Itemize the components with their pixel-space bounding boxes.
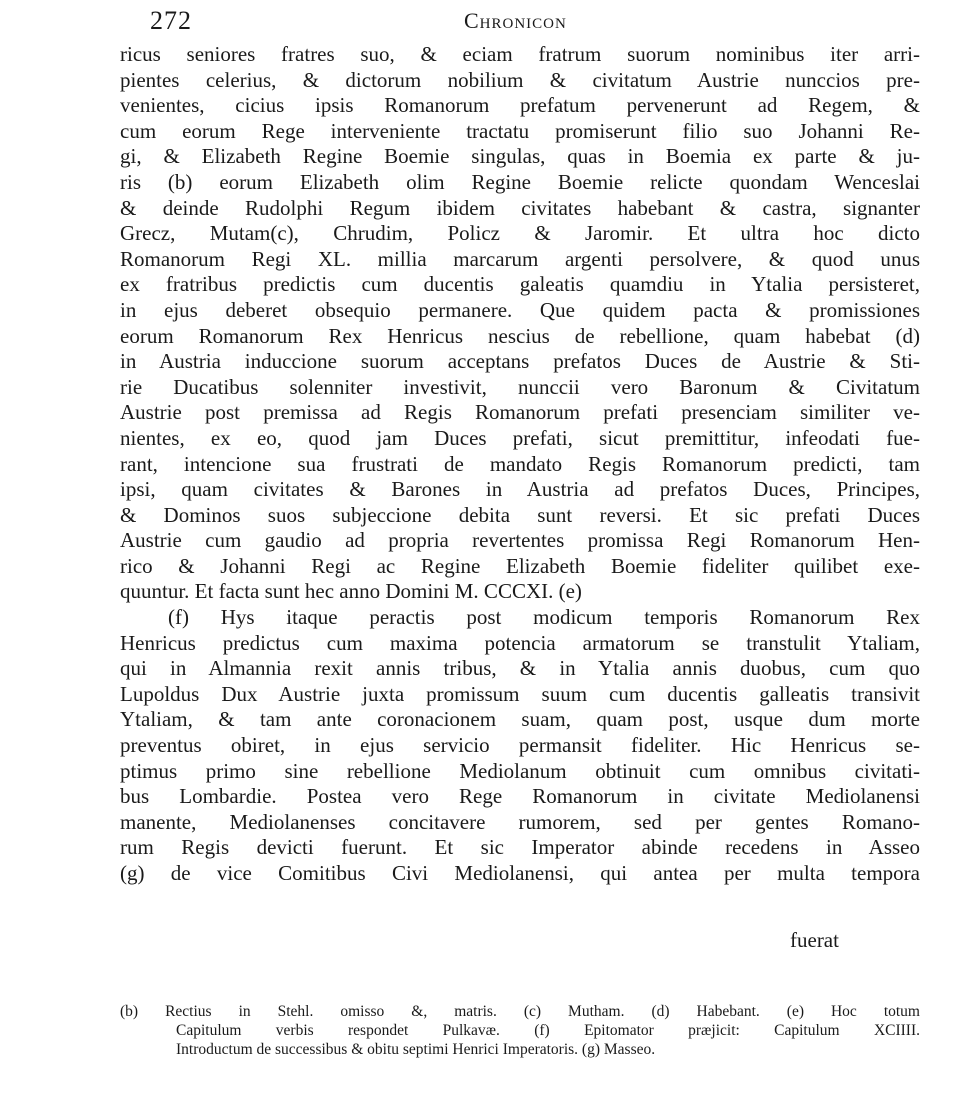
text-line: venientes, cicius ipsis Romanorum prefatum pervenerunt ad Regem, &: [120, 93, 920, 118]
text-line: Ytaliam, & tam ante coronacionem suam, quam post, usque dum morte: [120, 707, 920, 732]
text-line: qui in Almannia rexit annis tribus, & in Ytalia annis duobus, cum quo: [120, 656, 920, 681]
text-line: ris (b) eorum Elizabeth olim Regine Boemie relicte quondam Wenceslai: [120, 169, 920, 194]
catchword: fuerat: [790, 928, 839, 952]
page-number: 272: [150, 6, 192, 35]
running-title: Chronicon: [464, 8, 567, 33]
main-text: [120, 42, 920, 887]
text-line: rico & Johanni Regi ac Regine Elizabeth Boemie fideliter quilibet exe-: [120, 553, 920, 578]
text-line: preventus obiret, in ejus servicio permansit fideliter. Hic Henricus se-: [120, 733, 920, 758]
text-line: Grecz, Mutam(c), Chrudim, Policz & Jaromir. Et ultra hoc dicto: [120, 221, 920, 246]
text-line: Austrie post premissa ad Regis Romanorum prefati presenciam similiter ve-: [120, 400, 920, 425]
text-line: manente, Mediolanenses concitavere rumorem, sed per gentes Romano-: [120, 809, 920, 834]
text-line: nientes, ex eo, quod jam Duces prefati, sicut premittitur, infeodati fue-: [120, 425, 920, 450]
text-line: in ejus deberet obsequio permanere. Que quidem pacta & promissiones: [120, 297, 920, 322]
text-line: & deinde Rudolphi Regum ibidem civitates habebant & castra, signanter: [120, 195, 920, 220]
text-line: ricus seniores fratres suo, & eciam fratrum suorum nominibus iter arri-: [120, 42, 920, 66]
text-line: Austrie cum gaudio ad propria revertentes promissa Regi Romanorum Hen-: [120, 528, 920, 553]
text-line: in Austria induccione suorum acceptans prefatos Duces de Austrie & Sti-: [120, 349, 920, 374]
text-line: ptimus primo sine rebellione Mediolanum obtinuit cum omnibus civitati-: [120, 758, 920, 783]
text-line: Romanorum Regi XL. millia marcarum argenti persolvere, & quod unus: [120, 246, 920, 271]
text-line: quuntur. Et facta sunt hec anno Domini M. CCCXI. (e): [120, 579, 582, 604]
text-line: bus Lombardie. Postea vero Rege Romanorum in civitate Mediolanensi: [120, 784, 920, 809]
text-line: cum eorum Rege interveniente tractatu promiserunt filio suo Johanni Re-: [120, 118, 920, 143]
text-line: (f) Hys itaque peractis post modicum temporis Romanorum Rex: [168, 605, 920, 630]
text-line: (g) de vice Comitibus Civi Mediolanensi, qui antea per multa tempora: [120, 861, 920, 885]
text-line: pientes celerius, & dictorum nobilium & civitatum Austrie nunccios pre-: [120, 67, 920, 92]
text-line: Lupoldus Dux Austrie juxta promissum suum cum ducentis galleatis transivit: [120, 681, 920, 706]
text-line: rum Regis devicti fuerunt. Et sic Imperator abinde recedens in Asseo: [120, 835, 920, 860]
text-line: eorum Romanorum Rex Henricus nescius de rebellione, quam habebat (d): [120, 323, 920, 348]
text-line: rie Ducatibus solenniter investivit, nunccii vero Baronum & Civitatum: [120, 374, 920, 399]
footnotes: [120, 1002, 920, 1059]
footnote-line: (b) Rectius in Stehl. omisso &, matris. (c) Mutham. (d) Habebant. (e) Hoc totum: [120, 1003, 920, 1020]
text-line: ex fratribus predictis cum ducentis galeatis quamdiu in Ytalia persisteret,: [120, 272, 920, 297]
footnote-line: Capitulum verbis respondet Pulkavæ. (f) Epitomator præjicit: Capitulum XCIIII.: [176, 1022, 920, 1039]
text-line: rant, intencione sua frustrati de mandato Regis Romanorum predicti, tam: [120, 451, 920, 476]
footnote-line: Introductum de successibus & obitu septimi Henrici Imperatoris. (g) Masseo.: [176, 1041, 656, 1058]
text-line: ipsi, quam civitates & Barones in Austria ad prefatos Duces, Principes,: [120, 477, 920, 502]
text-line: & Dominos suos subjeccione debita sunt reversi. Et sic prefati Duces: [120, 502, 920, 527]
text-line: gi, & Elizabeth Regine Boemie singulas, quas in Boemia ex parte & ju-: [120, 144, 920, 169]
text-line: Henricus predictus cum maxima potencia armatorum se transtulit Ytaliam,: [120, 630, 920, 655]
